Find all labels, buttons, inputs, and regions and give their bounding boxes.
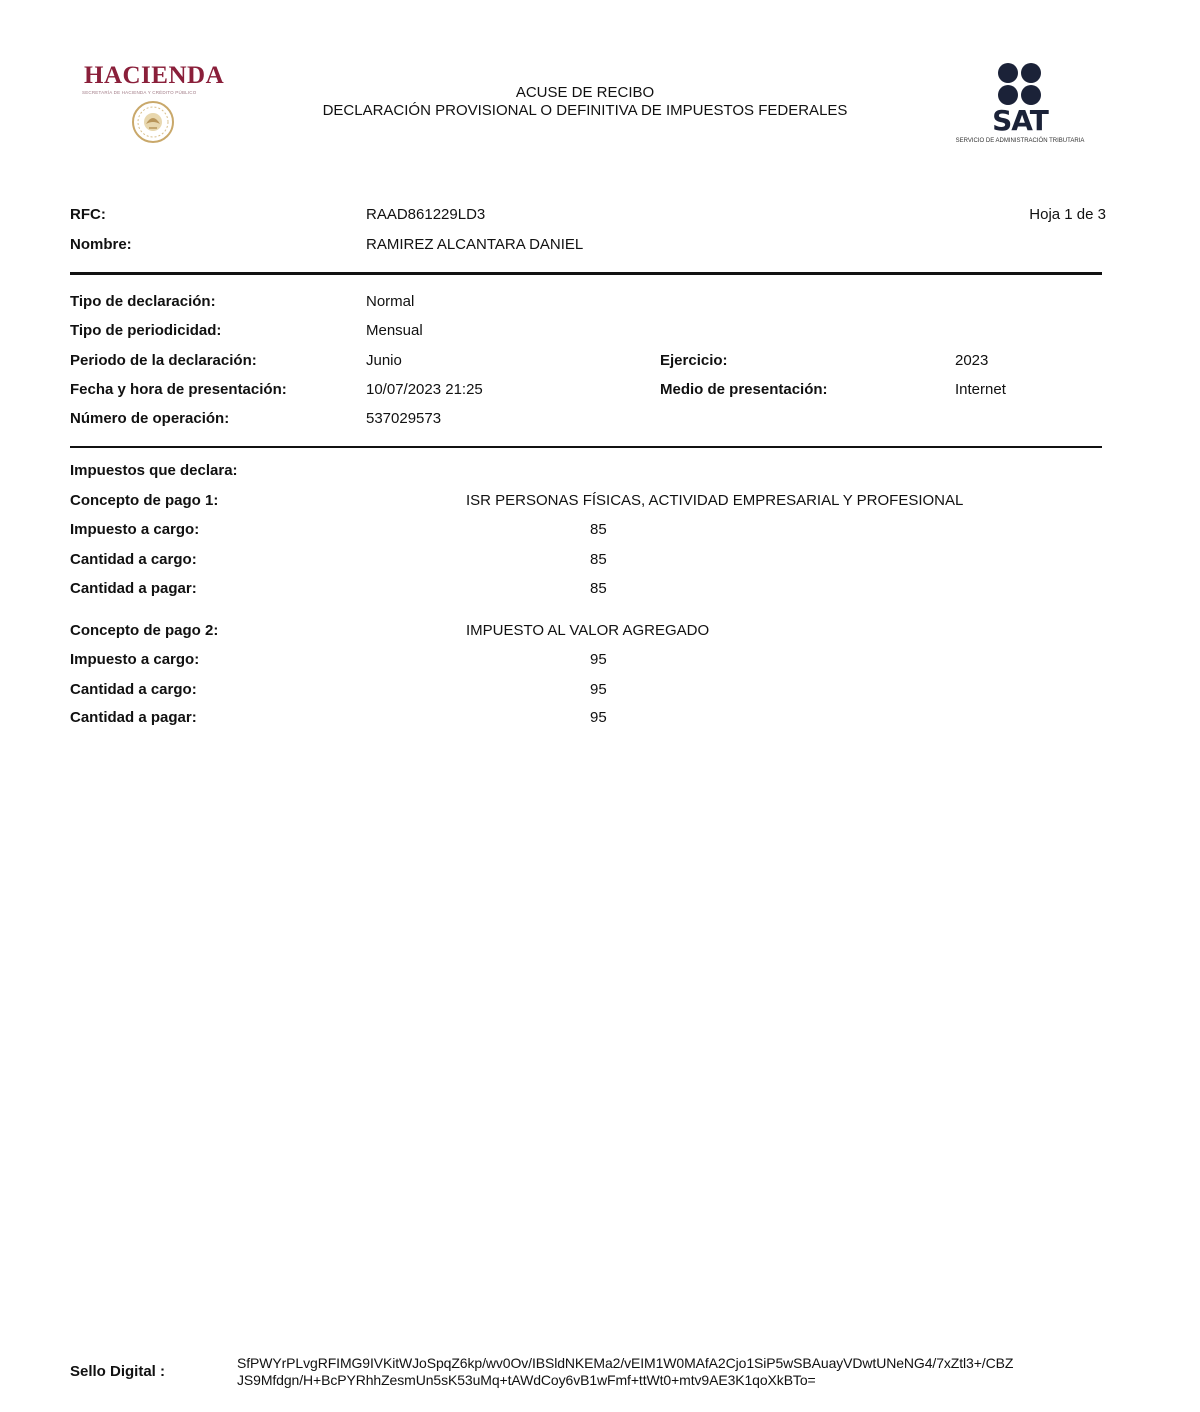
impuesto-cargo-label: Impuesto a cargo: bbox=[70, 651, 200, 668]
impuesto-cargo-label: Impuesto a cargo: bbox=[70, 521, 200, 538]
concepto-label: Concepto de pago 2: bbox=[70, 622, 219, 639]
cantidad-pagar-label: Cantidad a pagar: bbox=[70, 580, 197, 597]
hacienda-wordmark: HACIENDA bbox=[84, 62, 225, 89]
periodo-value: Junio bbox=[366, 352, 402, 369]
divider bbox=[70, 272, 1102, 275]
cantidad-pagar-value: 95 bbox=[590, 709, 607, 726]
concepto-value: ISR PERSONAS FÍSICAS, ACTIVIDAD EMPRESARIAL Y PROFESIONAL bbox=[466, 492, 964, 509]
numero-operacion-label: Número de operación: bbox=[70, 410, 230, 427]
divider bbox=[70, 446, 1102, 448]
tipo-declaracion-value: Normal bbox=[366, 293, 415, 310]
ejercicio-label: Ejercicio: bbox=[660, 352, 728, 369]
impuesto-cargo-value: 85 bbox=[590, 521, 607, 538]
sello-line-1: SfPWYrPLvgRFIMG9IVKitWJoSpqZ6kp/wv0Ov/IBSldNKEMa2/vEIM1W0MAfA2Cjo1SiP5wSBAuayVDwtUNeNG4/7xZtl3+/CBZ bbox=[237, 1355, 1014, 1371]
concepto-label: Concepto de pago 1: bbox=[70, 492, 219, 509]
cantidad-cargo-label: Cantidad a cargo: bbox=[70, 681, 197, 698]
tipo-declaracion-label: Tipo de declaración: bbox=[70, 293, 216, 310]
cantidad-pagar-label: Cantidad a pagar: bbox=[70, 709, 197, 726]
sello-line-2: JS9Mfdgn/H+BcPYRhhZesmUn5sK53uMq+tAWdCoy6vB1wFmf+ttWt0+mtv9AE3K1qoXkBTo= bbox=[237, 1372, 816, 1388]
fecha-hora-value: 10/07/2023 21:25 bbox=[366, 381, 483, 398]
concepto-value: IMPUESTO AL VALOR AGREGADO bbox=[466, 622, 710, 639]
title-line-1: ACUSE DE RECIBO bbox=[515, 84, 655, 101]
medio-value: Internet bbox=[955, 381, 1006, 398]
periodicidad-label: Tipo de periodicidad: bbox=[70, 322, 222, 339]
cantidad-cargo-value: 95 bbox=[590, 681, 607, 698]
name-label: Nombre: bbox=[70, 236, 132, 253]
rfc-value: RAAD861229LD3 bbox=[366, 206, 486, 223]
title-line-2: DECLARACIÓN PROVISIONAL O DEFINITIVA DE IMPUESTOS FEDERALES bbox=[322, 102, 848, 119]
rfc-label: RFC: bbox=[70, 206, 106, 223]
fecha-hora-label: Fecha y hora de presentación: bbox=[70, 381, 287, 398]
name-value: RAMIREZ ALCANTARA DANIEL bbox=[366, 236, 584, 253]
sat-wordmark: SAT bbox=[992, 104, 1048, 137]
cantidad-cargo-label: Cantidad a cargo: bbox=[70, 551, 197, 568]
periodo-label: Periodo de la declaración: bbox=[70, 352, 257, 369]
impuesto-cargo-value: 95 bbox=[590, 651, 607, 668]
numero-operacion-value: 537029573 bbox=[366, 410, 442, 427]
sat-dots-icon bbox=[996, 62, 1044, 106]
page-indicator: Hoja 1 de 3 bbox=[1029, 206, 1106, 223]
medio-label: Medio de presentación: bbox=[660, 381, 828, 398]
ejercicio-value: 2023 bbox=[955, 352, 989, 369]
sat-tagline: SERVICIO DE ADMINISTRACIÓN TRIBUTARIA bbox=[955, 138, 1085, 144]
impuestos-section-label: Impuestos que declara: bbox=[70, 462, 238, 479]
periodicidad-value: Mensual bbox=[366, 322, 423, 339]
sello-digital-label: Sello Digital : bbox=[70, 1363, 166, 1380]
cantidad-pagar-value: 85 bbox=[590, 580, 607, 597]
coat-of-arms-seal-icon bbox=[131, 100, 175, 144]
sello-digital-value bbox=[237, 1355, 1137, 1389]
document-title bbox=[250, 84, 920, 120]
cantidad-cargo-value: 85 bbox=[590, 551, 607, 568]
hacienda-tagline: SECRETARÍA DE HACIENDA Y CRÉDITO PÚBLICO bbox=[82, 90, 197, 95]
